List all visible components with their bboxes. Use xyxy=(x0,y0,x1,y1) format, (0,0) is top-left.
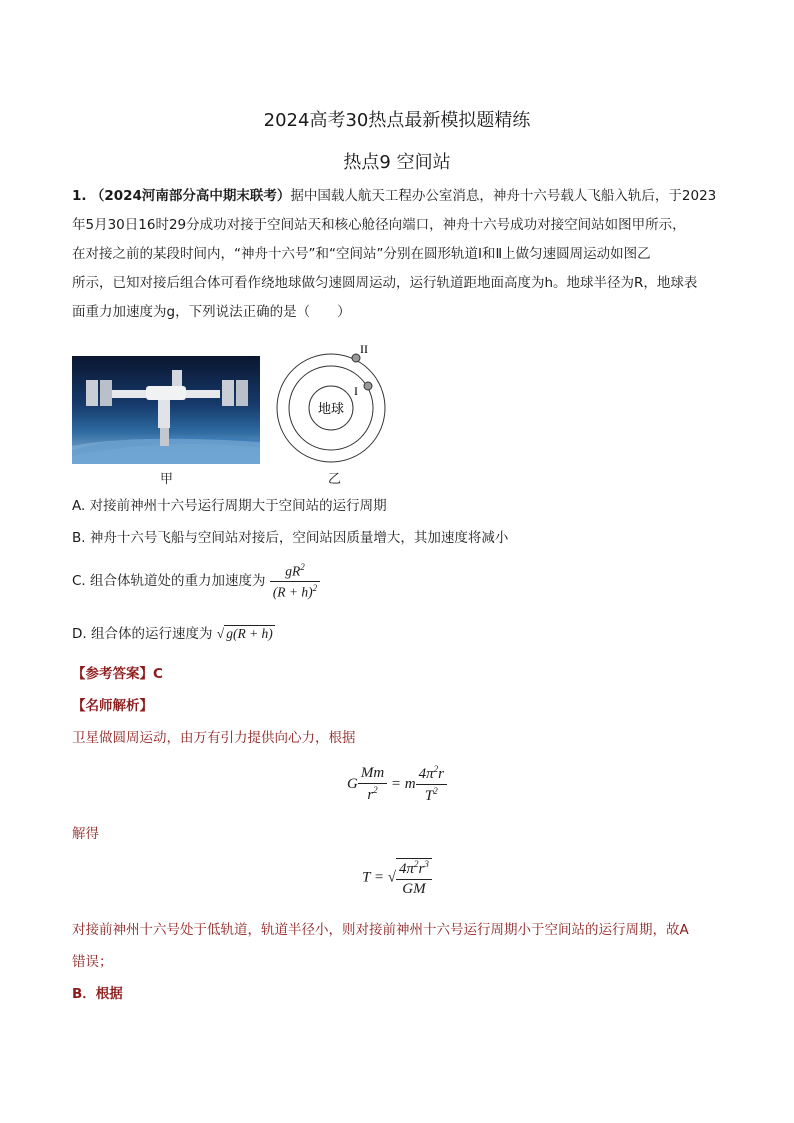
question-line-1 xyxy=(72,182,732,211)
solve-label: 解得 xyxy=(72,826,99,842)
option-d-formula: √ g(R + h) xyxy=(216,626,273,641)
option-b-analysis: B．根据 xyxy=(72,986,123,1002)
question-text: 据中国载人航天工程办公室消息，神舟十六号载人飞船入轨后，于2023 xyxy=(290,188,717,204)
question-1-stem xyxy=(72,182,732,327)
orbit-1-label: I xyxy=(354,384,358,398)
option-d-text: D. 组合体的运行速度为 xyxy=(72,626,213,642)
earth-label: 地球 xyxy=(317,402,345,417)
question-number: 1. xyxy=(72,188,87,204)
analysis-text-2-line-2: 错误； xyxy=(72,954,113,970)
shenzhou-dot xyxy=(364,382,372,390)
space-station-illustration xyxy=(72,356,260,464)
question-line-3: 在对接之前的某段时间内，“神舟十六号”和“空间站”分别在圆形轨道Ⅰ和Ⅱ上做匀速圆周运动如图乙 xyxy=(72,246,651,262)
analysis-text-2-line-1: 对接前神州十六号处于低轨道，轨道半径小，则对接前神州十六号运行周期小于空间站的运行周期，故A xyxy=(72,922,689,938)
option-c-formula: $\frac{gR^2}{(R + h)^2}$ xyxy=(270,562,320,600)
question-source: （2024河南部分高中期末联考） xyxy=(90,188,291,204)
analysis-text-1: 卫星做圆周运动，由万有引力提供向心力，根据 xyxy=(72,730,356,746)
document-subtitle: 热点9 空间站 xyxy=(343,152,451,173)
document-title: 2024高考30热点最新模拟题精练 xyxy=(263,110,531,131)
option-a: A. 对接前神州十六号运行周期大于空间站的运行周期 xyxy=(72,498,387,514)
option-c xyxy=(72,562,320,600)
analysis-label: 【名师解析】 xyxy=(72,698,153,714)
gravitation-formula: G $\frac{Mm}{r^2}$ = m $\frac{4\pi^2r}{T^2}$ xyxy=(0,764,794,805)
option-c-text: C. 组合体轨道处的重力加速度为 xyxy=(72,573,266,589)
figure-caption-a: 甲 xyxy=(160,472,174,487)
orbit-diagram xyxy=(276,340,396,480)
space-station-photo xyxy=(72,356,260,464)
option-d xyxy=(72,622,275,642)
question-line-2: 年5月30日16时29分成功对接于空间站天和核心舱径向端口，神舟十六号成功对接空间站如图甲所示， xyxy=(72,217,686,233)
question-line-5: 面重力加速度为g，下列说法正确的是（ ） xyxy=(72,304,351,320)
orbit-2-label: II xyxy=(360,342,368,356)
question-line-4: 所示，已知对接后组合体可看作绕地球做匀速圆周运动，运行轨道距地面高度为h。地球半径为R，地球表 xyxy=(72,275,698,291)
period-formula: T = √ $\frac{4\pi^2r^3}{GM}$ xyxy=(0,858,794,898)
option-b: B. 神舟十六号飞船与空间站对接后，空间站因质量增大，其加速度将减小 xyxy=(72,530,509,546)
figure-caption-b: 乙 xyxy=(328,472,342,487)
space-station-dot xyxy=(352,354,360,362)
answer-label: 【参考答案】C xyxy=(72,666,163,682)
